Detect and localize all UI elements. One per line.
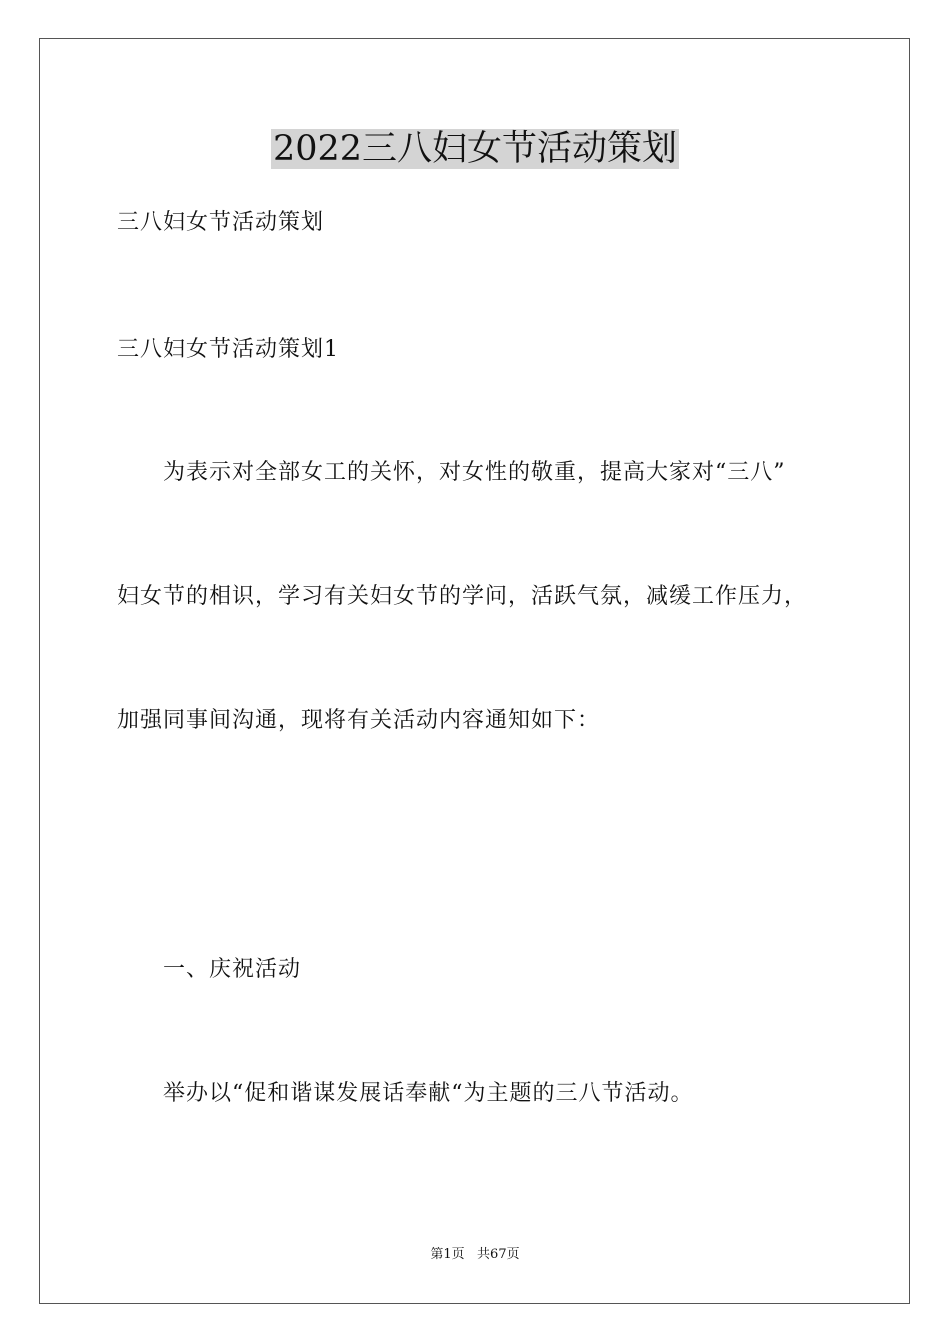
paragraph-line-2: 妇女节的相识，学习有关妇女节的学问，活跃气氛，减缓工作压力， [117,584,808,609]
paragraph-celebration: 举办以“促和谐谋发展话奉献“为主题的三八节活动。 [163,1081,694,1106]
section-heading-1: 三八妇女节活动策划1 [117,337,339,362]
section-heading-celebration: 一、庆祝活动 [163,957,302,982]
subtitle-line: 三八妇女节活动策划 [117,210,325,235]
paragraph-line-3: 加强同事间沟通，现将有关活动内容通知如下： [117,708,601,733]
document-title-text: 2022三八妇女节活动策划 [272,129,678,169]
page-footer: 第1页 共67页 [430,1247,520,1262]
paragraph-line-1: 为表示对全部女工的关怀，对女性的敬重，提高大家对“三八” [163,460,786,485]
document-title [0,127,950,171]
